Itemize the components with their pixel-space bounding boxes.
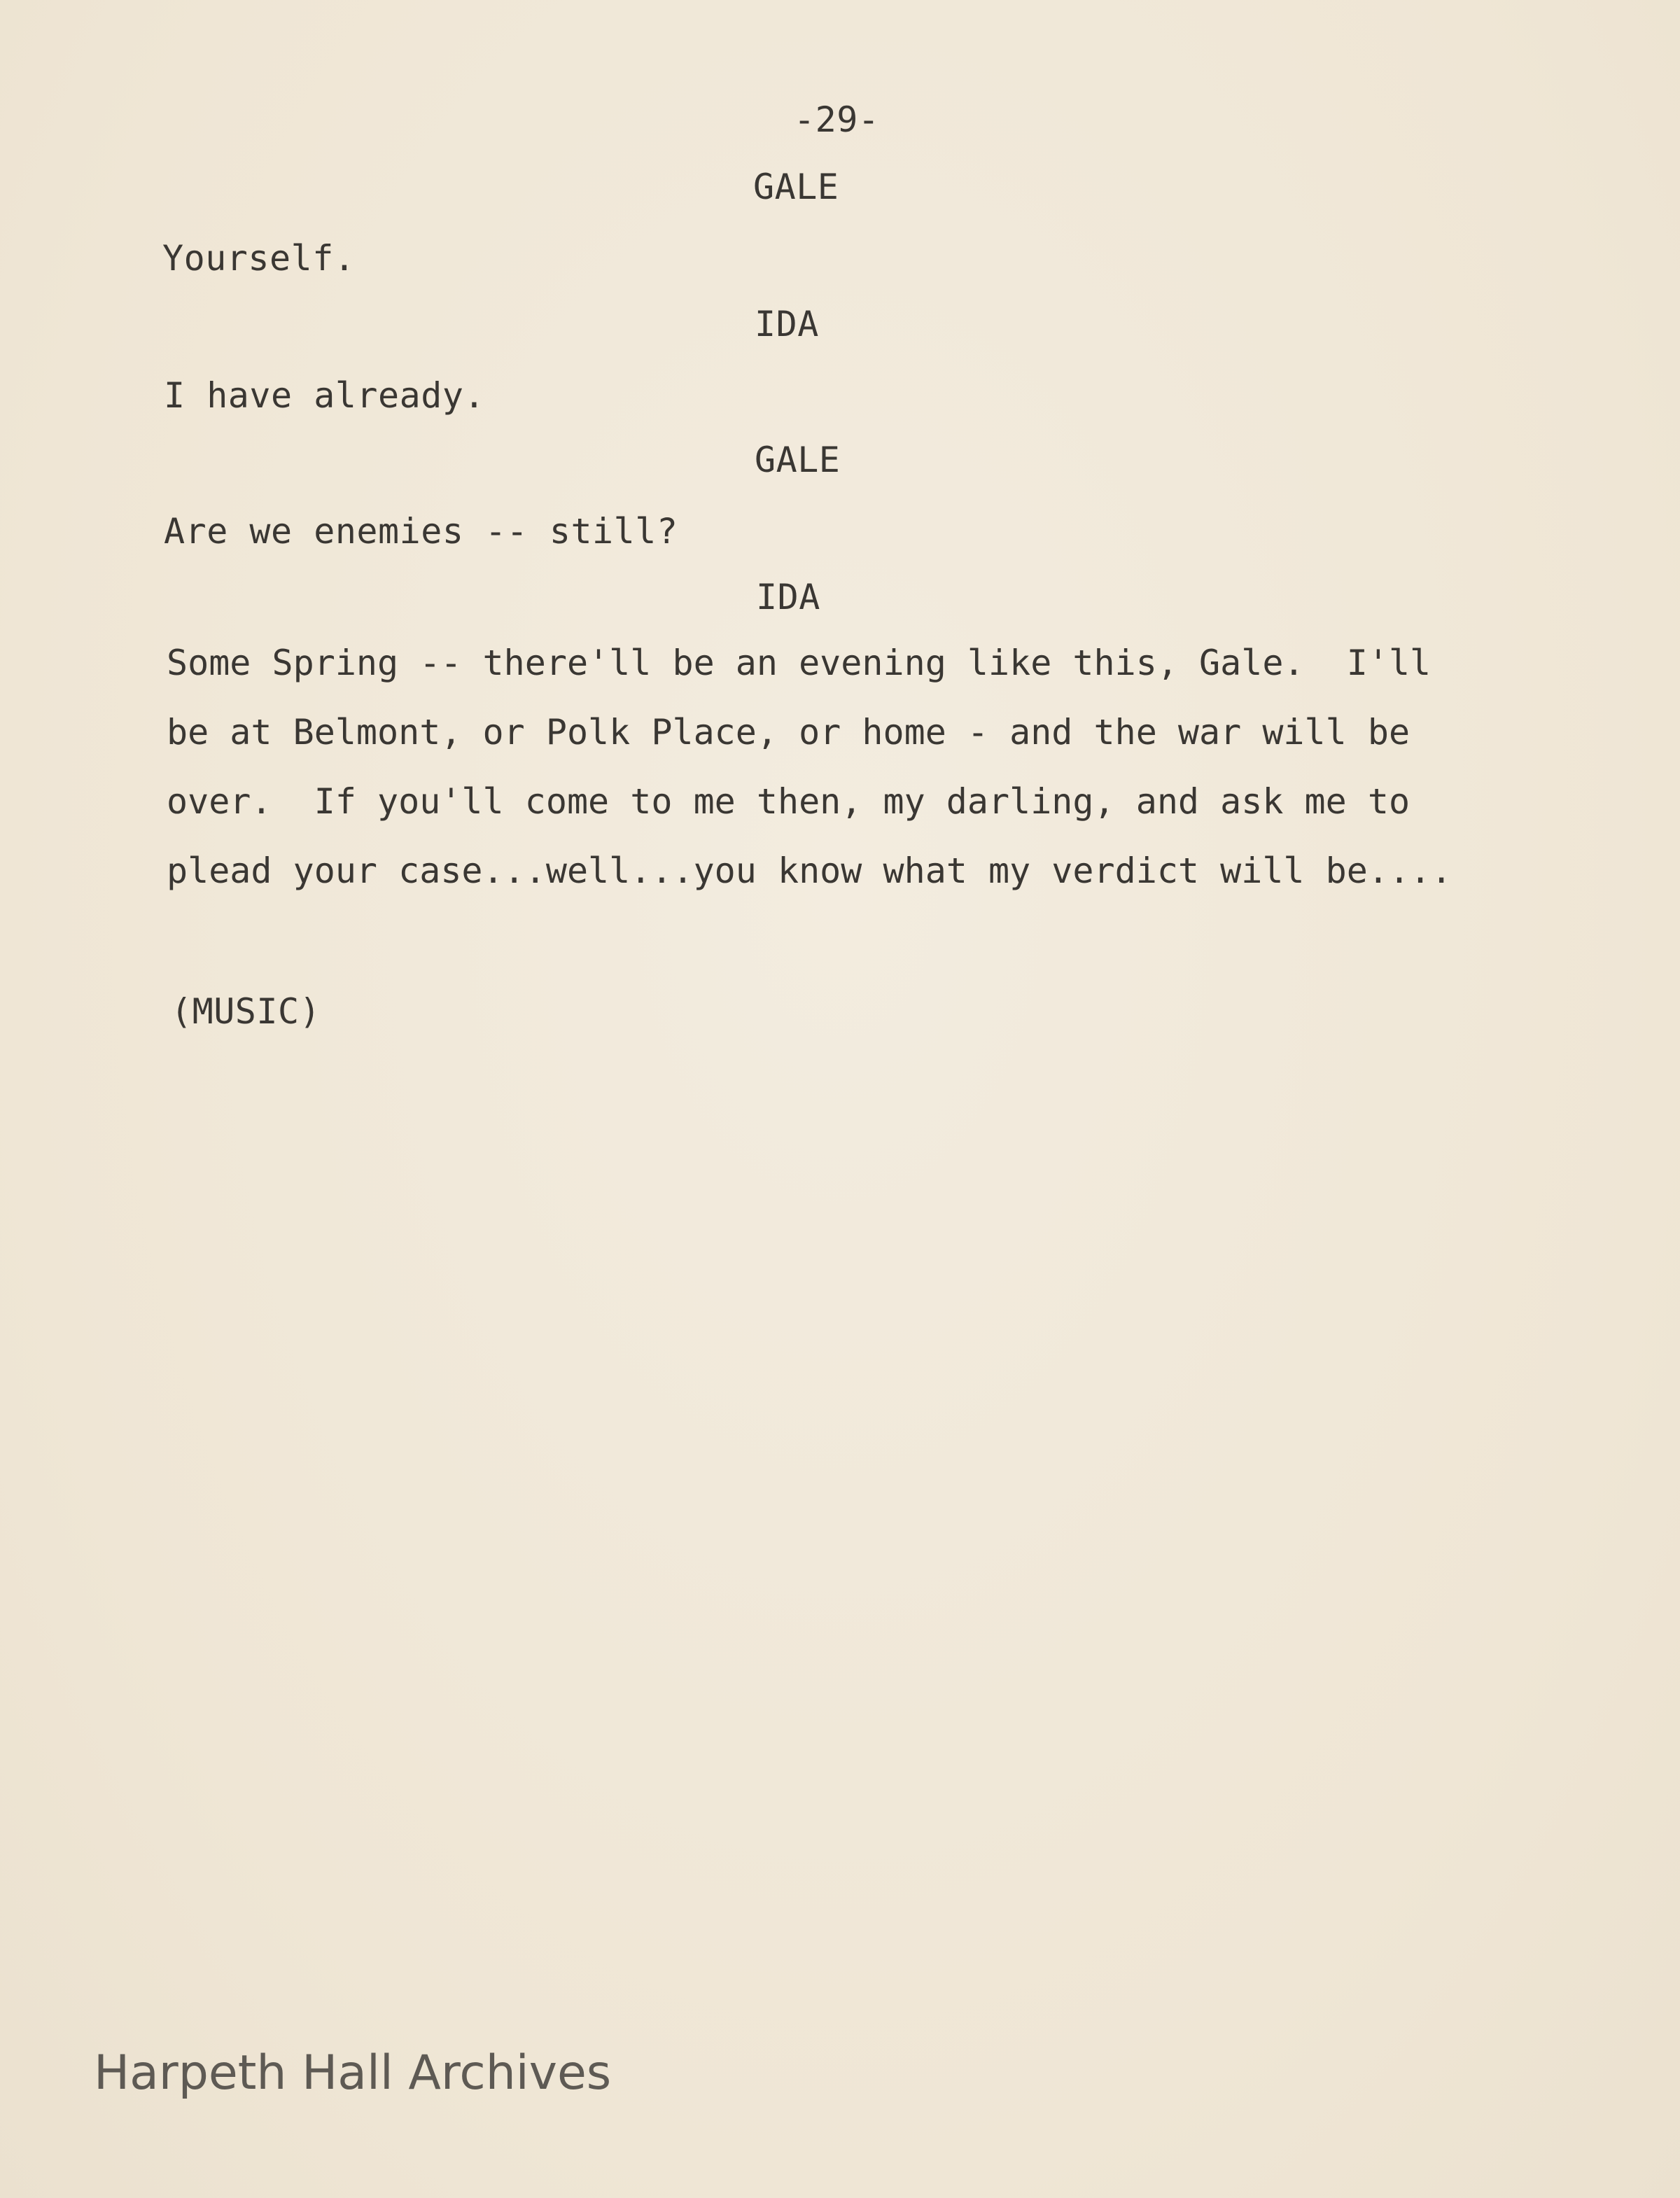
paragraph-line: over. If you'll come to me then, my darling, and ask me to (167, 781, 1410, 822)
speaker-name: IDA (756, 577, 820, 617)
music-cue: (MUSIC) (171, 991, 321, 1032)
page-number: -29- (794, 99, 880, 140)
dialogue-line: Yourself. (162, 238, 356, 279)
paragraph-line: Some Spring -- there'll be an evening like this, Gale. I'll (167, 643, 1432, 683)
paragraph-line: be at Belmont, or Polk Place, or home - and the war will be (167, 712, 1410, 752)
speaker-name: GALE (753, 167, 839, 207)
dialogue-line: Are we enemies -- still? (164, 511, 678, 552)
paragraph-line: plead your case...well...you know what my verdict will be.... (167, 850, 1452, 891)
dialogue-paragraph (167, 645, 1567, 923)
speaker-name: GALE (755, 440, 841, 480)
archive-watermark: Harpeth Hall Archives (94, 2045, 612, 2101)
dialogue-line: I have already. (164, 375, 486, 416)
speaker-name: IDA (755, 304, 819, 344)
